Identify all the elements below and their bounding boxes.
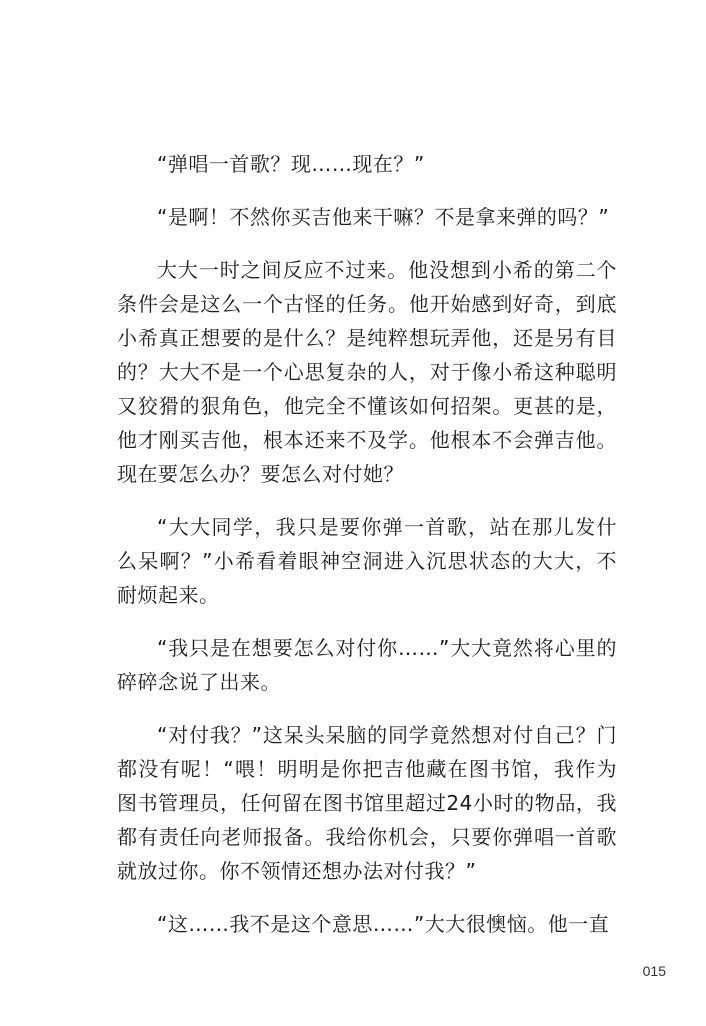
page-number: 015	[642, 963, 666, 979]
paragraph: “是啊！不然你买吉他来干嘛？不是拿来弹的吗？”	[157, 205, 610, 229]
paragraph: “这……我不是这个意思……”大大很懊恼。他一直	[157, 912, 610, 936]
paragraph: “弹唱一首歌？现……现在？”	[157, 152, 425, 176]
paragraph: “对付我？”这呆头呆脑的同学竟然想对付自己？门都没有呢！“喂！明明是你把吉他藏在图书馆，我作为图书管理员，任何留在图书馆里超过24小时的物品，我都有责任向老师报备。我给你机会，只要你弹唱一首歌就放过你。你不领情还想办法对付我？”	[117, 723, 617, 883]
paragraph: “大大同学，我只是要你弹一首歌，站在那儿发什么呆啊？”小希看着眼神空洞进入沉思状态的大大，不耐烦起来。	[117, 515, 617, 607]
paragraph: 大大一时之间反应不过来。他没想到小希的第二个条件会是这么一个古怪的任务。他开始感到好奇，到底小希真正想要的是什么？是纯粹想玩弄他，还是另有目的？大大不是一个心思复杂的人，对于像小希这种聪明又狡猾的狠角色，他完全不懂该如何招架。更甚的是，他才刚买吉他，根本还来不及学。他根本不会弹吉他。现在要怎么办？要怎么对付她？	[117, 258, 617, 486]
body-text	[117, 147, 617, 960]
paragraph: “我只是在想要怎么对付你……”大大竟然将心里的碎碎念说了出来。	[117, 636, 617, 694]
